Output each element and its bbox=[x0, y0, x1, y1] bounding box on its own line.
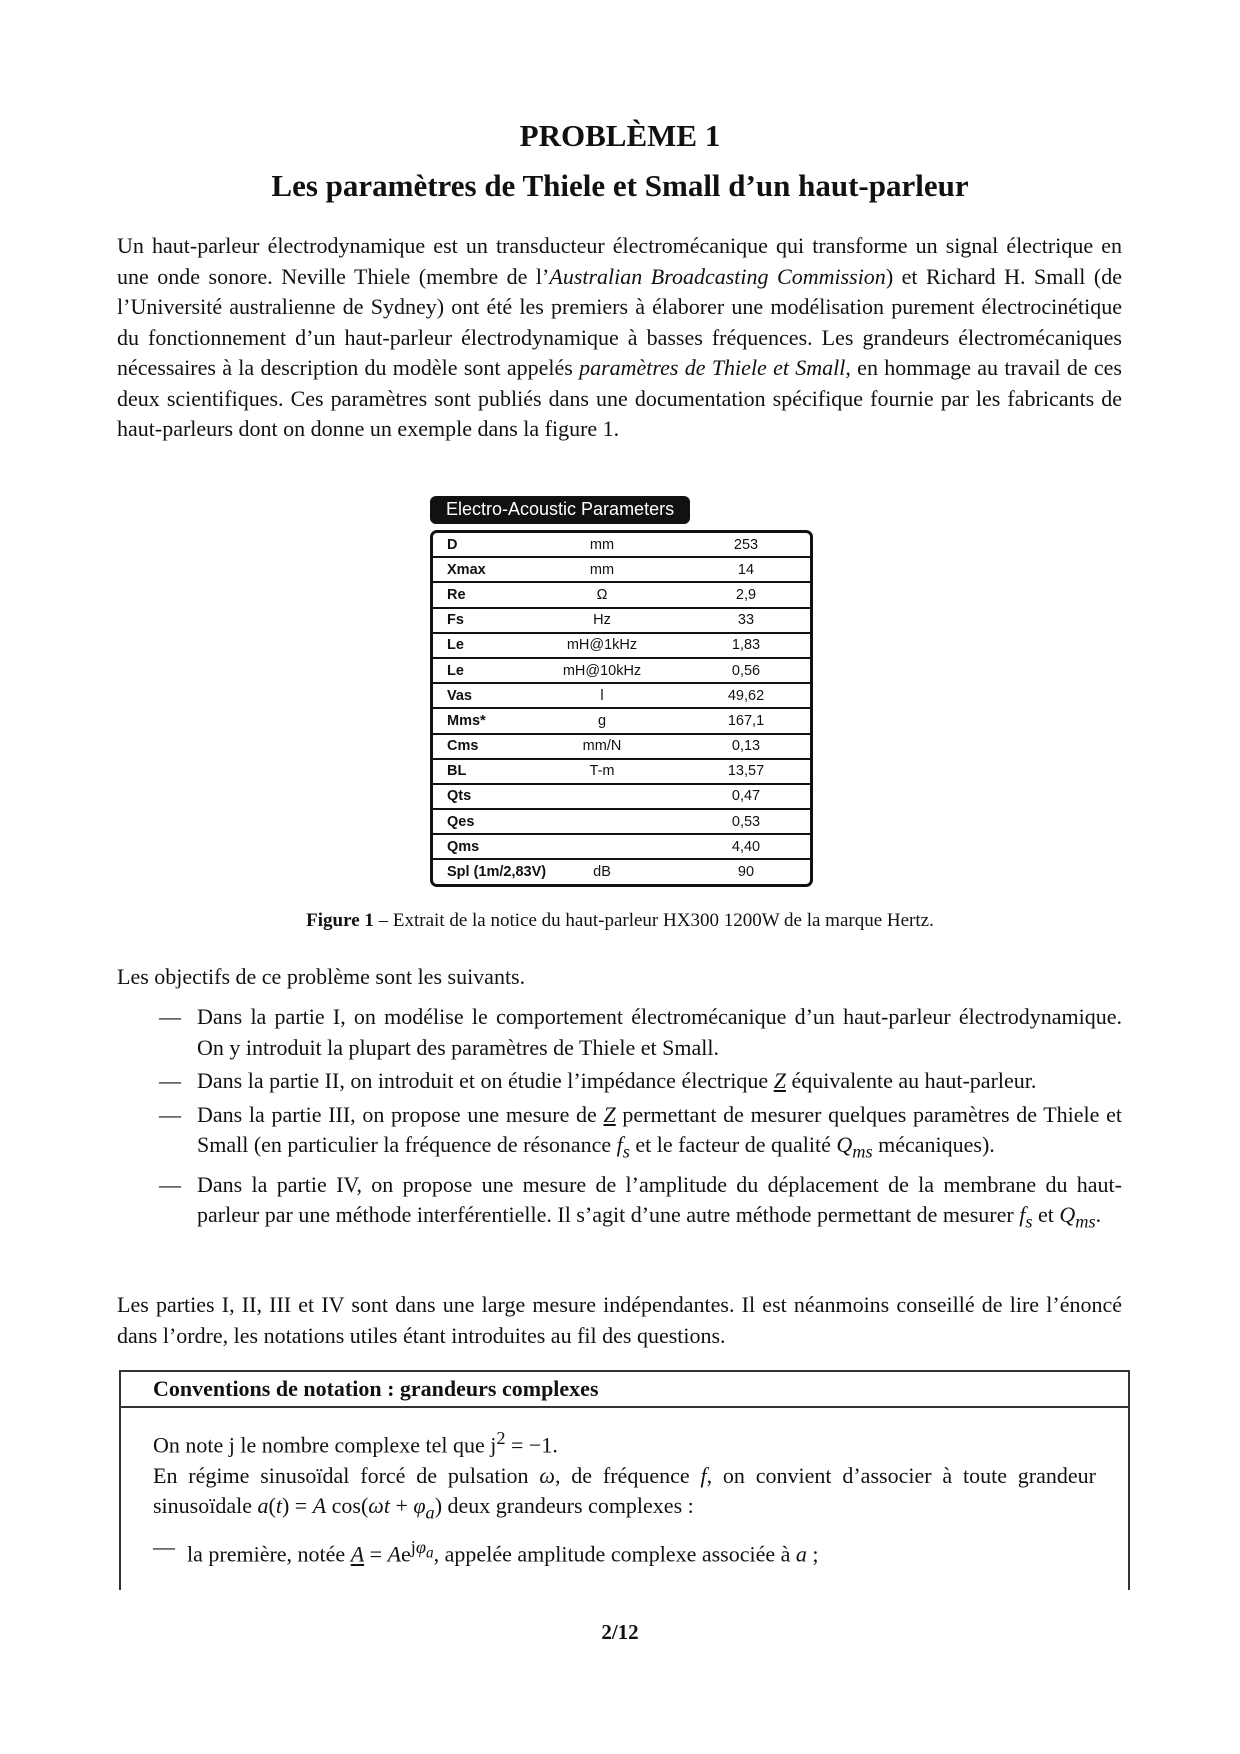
param-value: 1,83 bbox=[731, 637, 761, 654]
conventions-body bbox=[121, 1408, 1128, 1570]
param-unit: mm/N bbox=[582, 738, 622, 755]
table-row bbox=[433, 783, 810, 808]
list-item bbox=[117, 1002, 1122, 1063]
dash-bullet: — bbox=[153, 1534, 175, 1560]
param-value: 13,57 bbox=[727, 763, 765, 780]
dash-bullet: — bbox=[159, 1004, 181, 1029]
param-name: Mms* bbox=[447, 712, 486, 729]
param-unit: mH@10kHz bbox=[562, 662, 642, 679]
table-row bbox=[433, 858, 810, 883]
param-unit: mm bbox=[589, 536, 615, 553]
param-name: Vas bbox=[447, 687, 472, 704]
caption-text: – Extrait de la notice du haut-parleur HX300 1200W de la marque Hertz. bbox=[373, 910, 934, 931]
param-value: 49,62 bbox=[727, 687, 765, 704]
param-value: 0,13 bbox=[731, 738, 761, 755]
table-row bbox=[433, 657, 810, 682]
param-name: Qms bbox=[447, 838, 480, 855]
objective-text: Dans la partie IV, on propose une mesure de l’amplitude du déplacement de la membrane du haut-parleur par une méthode interférentielle. Il s’agit d’une autre méthode permettant de mesurer $f_s$ et $Q_{ms}$. bbox=[197, 1171, 1122, 1232]
table-row bbox=[433, 556, 810, 581]
convention-line-2: En régime sinusoïdal forcé de pulsation ω, de fréquence f, on convient d’associer à toute grandeur sinusoïdale a(t) = A $\cos(\omega t + \varphi_a)$ deux grandeurs complexes : bbox=[153, 1462, 1096, 1523]
param-value: 0,56 bbox=[731, 662, 761, 679]
convention-item-1: la première, notée $A = Ae^{j\varphi_a}$, appelée amplitude complexe associée à a ; bbox=[187, 1537, 819, 1567]
param-unit: Hz bbox=[593, 612, 611, 629]
table-row bbox=[433, 833, 810, 858]
param-value: 0,47 bbox=[731, 788, 761, 805]
param-value: 4,40 bbox=[731, 838, 761, 855]
param-unit: dB bbox=[593, 864, 611, 881]
conventions-box bbox=[119, 1370, 1130, 1590]
param-name: Qts bbox=[447, 788, 472, 805]
table-row bbox=[433, 632, 810, 657]
param-name: Xmax bbox=[447, 561, 486, 578]
dash-bullet: — bbox=[159, 1171, 181, 1197]
dash-bullet: — bbox=[159, 1101, 181, 1127]
objective-text: Dans la partie III, on propose une mesure de Z permettant de mesurer quelques paramètres de Thiele et Small (en particulier la fréquence de résonance $f_s$ et le facteur de qualité $Q_{ms}$ mécaniques). bbox=[197, 1101, 1122, 1162]
param-value: 2,9 bbox=[735, 586, 757, 603]
param-unit: mH@1kHz bbox=[566, 637, 638, 654]
param-name: Le bbox=[447, 662, 464, 679]
intro-paragraph: Un haut-parleur électrodynamique est un transducteur électromécanique qui transforme un signal électrique en une onde sonore. Neville Thiele (membre de l’Australian Broadcasting Commission) et Richard H. Small (de l’Université australienne de Sydney) ont été les premiers à élaborer une modélisation purement électrocinétique du fonctionnement d’un haut-parleur électrodynamique à basses fréquences. Les grandeurs électromécaniques nécessaires à la description du modèle sont appelés paramètres de Thiele et Small, en hommage au travail de ces deux scientifiques. Ces paramètres sont publiés dans une documentation spécifique fournie par les fabricants de haut-parleurs dont on donne un exemple dans la figure 1. bbox=[117, 233, 1122, 441]
param-unit: T-m bbox=[589, 763, 615, 780]
table-row bbox=[433, 682, 810, 707]
list-item bbox=[117, 1100, 1122, 1167]
table-row bbox=[433, 707, 810, 732]
param-value: 167,1 bbox=[727, 712, 765, 729]
parameters-table bbox=[430, 530, 813, 887]
param-unit: l bbox=[600, 687, 604, 704]
problem-title: PROBLÈME 1 bbox=[519, 118, 721, 153]
param-name: BL bbox=[447, 763, 467, 780]
parts-note: Les parties I, II, III et IV sont dans une large mesure indépendantes. Il est néanmoins conseillé de lire l’énoncé dans l’ordre, les notations utiles étant introduites au fil des questions. bbox=[117, 1292, 1122, 1348]
param-unit: Ω bbox=[596, 586, 608, 603]
param-value: 90 bbox=[737, 864, 755, 881]
caption-label: Figure 1 bbox=[306, 910, 374, 931]
table-row bbox=[433, 581, 810, 606]
table-row bbox=[433, 607, 810, 632]
table-row bbox=[433, 533, 810, 556]
table-row bbox=[433, 733, 810, 758]
convention-line-1: On note j le nombre complexe tel que $j^2 = -1$. bbox=[153, 1428, 558, 1458]
param-name: D bbox=[447, 536, 458, 553]
param-name: Spl (1m/2,83V) bbox=[447, 864, 547, 881]
param-name: Qes bbox=[447, 813, 475, 830]
param-name: Fs bbox=[447, 612, 464, 629]
param-value: 0,53 bbox=[731, 813, 761, 830]
param-value: 33 bbox=[737, 612, 755, 629]
param-unit: g bbox=[597, 712, 607, 729]
list-item bbox=[117, 1066, 1122, 1097]
param-value: 14 bbox=[737, 561, 755, 578]
table-row bbox=[433, 808, 810, 833]
param-name: Re bbox=[447, 586, 466, 603]
objective-text: Dans la partie II, on introduit et on étudie l’impédance électrique Z équivalente au haut-parleur. bbox=[197, 1068, 1037, 1093]
page-number: 2/12 bbox=[601, 1620, 639, 1644]
objectives-list bbox=[117, 1002, 1122, 1240]
list-item bbox=[153, 1532, 1096, 1570]
objectives-intro: Les objectifs de ce problème sont les suivants. bbox=[117, 964, 526, 989]
objective-text: Dans la partie I, on modélise le comportement électromécanique d’un haut-parleur électrodynamique. On y introduit la plupart des paramètres de Thiele et Small. bbox=[197, 1004, 1122, 1060]
param-value: 253 bbox=[733, 536, 759, 553]
dash-bullet: — bbox=[159, 1068, 181, 1093]
table-title: Electro-Acoustic Parameters bbox=[430, 496, 690, 524]
problem-subtitle: Les paramètres de Thiele et Small d’un haut-parleur bbox=[271, 168, 969, 203]
param-name: Le bbox=[447, 637, 464, 654]
table-row bbox=[433, 758, 810, 783]
figure-caption bbox=[0, 910, 1240, 932]
param-unit: mm bbox=[589, 561, 615, 578]
list-item bbox=[117, 1170, 1122, 1237]
param-name: Cms bbox=[447, 738, 479, 755]
conventions-title: Conventions de notation : grandeurs complexes bbox=[121, 1372, 1128, 1408]
figure-parameters-table bbox=[430, 496, 813, 887]
